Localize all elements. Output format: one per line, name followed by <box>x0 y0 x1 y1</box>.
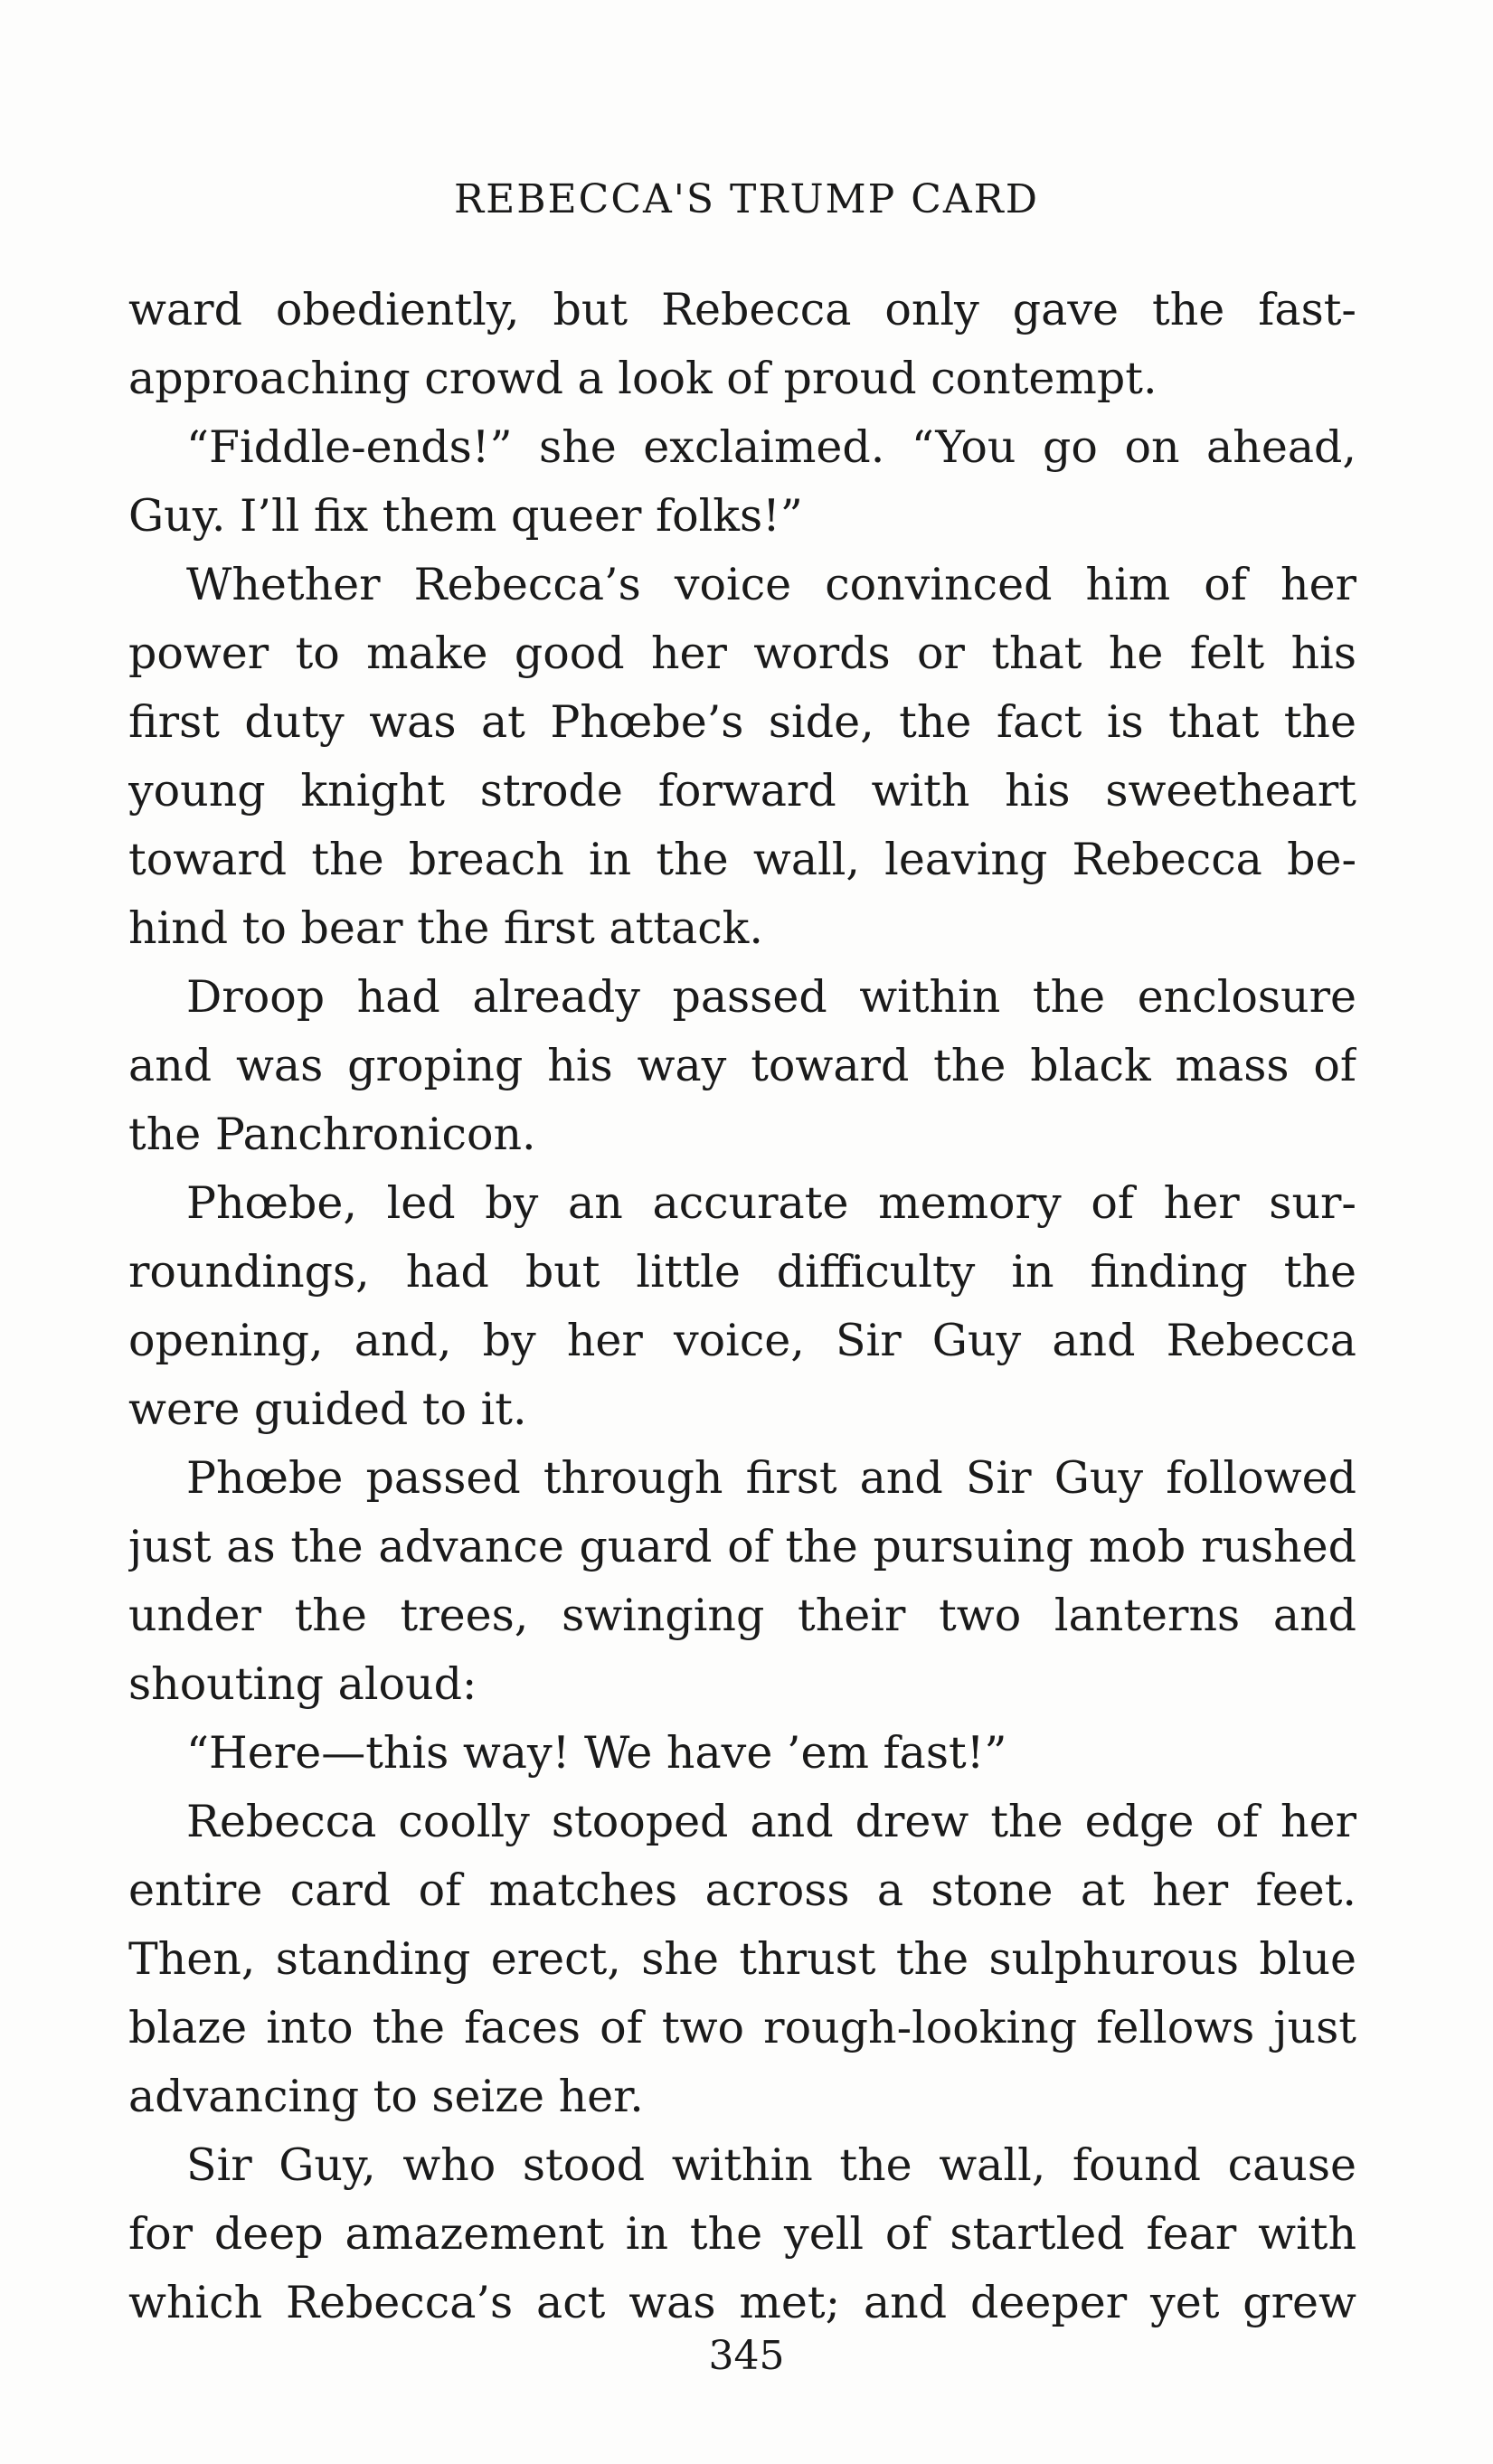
text-line: young knight strode forward with his sweetheart <box>128 765 1356 817</box>
text-line: under the trees, swinging their two lanterns and <box>128 1590 1356 1641</box>
text-line: ward obediently, but Rebecca only gave the fast- <box>128 284 1356 335</box>
text-line: advancing to seize her. <box>128 2071 644 2122</box>
text-line: Sir Guy, who stood within the wall, found cause <box>186 2139 1356 2191</box>
text-line: Rebecca coolly stooped and drew the edge of her <box>186 1796 1356 1847</box>
text-line: toward the breach in the wall, leaving Rebecca be- <box>128 834 1356 885</box>
text-line: “Here—this way! We have ’em fast!” <box>186 1727 1007 1779</box>
body-text <box>128 276 1356 2337</box>
text-line: power to make good her words or that he felt his <box>128 628 1356 679</box>
text-line: were guided to it. <box>128 1383 527 1435</box>
text-line: Phœbe passed through first and Sir Guy followed <box>186 1452 1356 1504</box>
running-head: REBECCA'S TRUMP CARD <box>453 176 1040 222</box>
text-line: approaching crowd a look of proud contempt. <box>128 353 1158 404</box>
text-line: Guy. I’ll fix them queer folks!” <box>128 490 803 542</box>
text-line: just as the advance guard of the pursuing mob rushed <box>128 1521 1356 1572</box>
text-line: blaze into the faces of two rough-looking fellows just <box>128 2002 1356 2053</box>
text-line: opening, and, by her voice, Sir Guy and Rebecca <box>128 1315 1356 1366</box>
text-line: which Rebecca’s act was met; and deeper yet grew <box>128 2277 1356 2328</box>
text-line: first duty was at Phœbe’s side, the fact is that the <box>128 696 1356 748</box>
text-line: Droop had already passed within the enclosure <box>186 971 1356 1023</box>
text-line: “Fiddle-ends!” she exclaimed. “You go on ahead, <box>186 421 1356 473</box>
text-line: for deep amazement in the yell of startled fear with <box>128 2208 1356 2260</box>
page-number: 345 <box>708 2333 785 2379</box>
text-line: and was groping his way toward the black mass of <box>128 1040 1356 1091</box>
text-line: entire card of matches across a stone at her feet. <box>128 1865 1356 1916</box>
text-line: shouting aloud: <box>128 1658 477 1710</box>
text-line: roundings, had but little difficulty in finding the <box>128 1246 1356 1298</box>
text-line: Then, standing erect, she thrust the sulphurous blue <box>128 1933 1356 1985</box>
text-line: the Panchronicon. <box>128 1109 536 1160</box>
text-line: Whether Rebecca’s voice convinced him of her <box>186 559 1356 610</box>
text-line: Phœbe, led by an accurate memory of her sur- <box>186 1177 1356 1229</box>
text-line: hind to bear the first attack. <box>128 902 763 954</box>
